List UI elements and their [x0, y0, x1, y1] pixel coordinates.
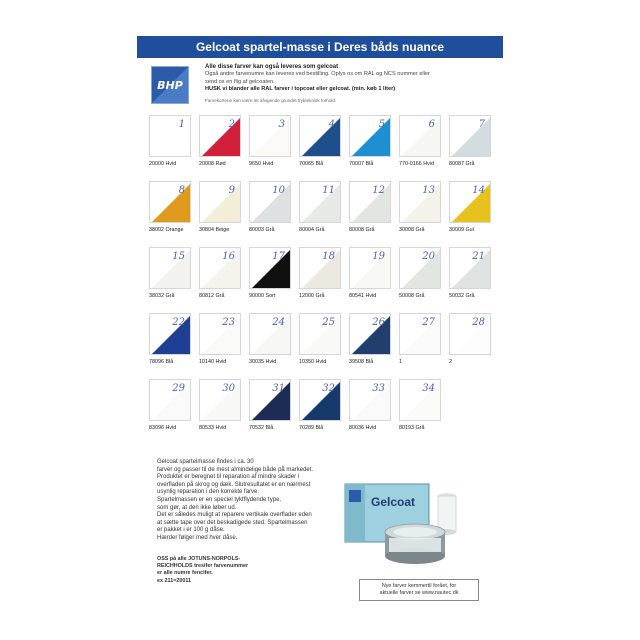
- swatch-code: 50008 Grå: [399, 293, 425, 299]
- swatch-code: 30008 Grå: [399, 227, 425, 233]
- swatch-number: 6: [428, 119, 435, 130]
- color-swatch: [149, 379, 191, 421]
- color-swatch: [399, 115, 441, 157]
- color-chart-sheet: [137, 36, 503, 626]
- swatch-code: 10140 Hvid: [199, 359, 227, 365]
- oss-line: OSS på alle JOTUNS-NORPOLS-: [157, 556, 241, 562]
- new-colors-line-2: aktuelle farver se www.nautec.dk: [379, 590, 459, 596]
- bhp-logo: [151, 66, 189, 104]
- product-photo: [343, 466, 473, 566]
- color-swatch: [449, 247, 491, 289]
- color-swatch: [299, 379, 341, 421]
- paragraph-line: overfladen på skrog og dæk. Slutresultatet er en nærmest: [157, 481, 311, 488]
- intro-note: Farvekortene kan være let afvigende grundet trykteknisk forhold.: [205, 97, 337, 103]
- swatch-code: 90000 Sort: [249, 293, 276, 299]
- swatch-code: 38002 Orange: [149, 227, 184, 233]
- color-swatch: [399, 247, 441, 289]
- color-swatch: [299, 115, 341, 157]
- intro-line-3: HUSK vi blander alle RAL farver i topcoat eller gelcoat. (min. køb 1 liter): [205, 86, 396, 93]
- swatch-code: 12000 Grå: [299, 293, 325, 299]
- paragraph-line: Spartelmassen er en speciel tyktflydende type,: [157, 496, 282, 503]
- swatch-code: 70532 Blå: [249, 425, 274, 431]
- color-swatch: [199, 247, 241, 289]
- swatch-number: 19: [372, 251, 385, 262]
- swatch-code: 80541 Hvid: [349, 293, 377, 299]
- swatch-number: 12: [372, 185, 385, 196]
- color-swatch: [449, 313, 491, 355]
- color-swatch: [199, 115, 241, 157]
- swatch-code: 30035 Hvid: [249, 359, 277, 365]
- color-swatch: [199, 181, 241, 223]
- color-swatch: [149, 247, 191, 289]
- swatch-number: 30: [222, 383, 235, 394]
- swatch-code: 770-0166 Hvid: [399, 161, 435, 167]
- swatch-number: 20: [422, 251, 435, 262]
- swatch-number: 27: [422, 317, 435, 328]
- swatch-number: 15: [172, 251, 185, 262]
- swatch-code: 30804 Beige: [199, 227, 230, 233]
- swatch-number: 32: [322, 383, 335, 394]
- oss-note: [157, 556, 277, 585]
- color-swatch: [249, 379, 291, 421]
- intro-headline: Alle disse farver kan også leveres som gelcoat: [205, 64, 339, 70]
- logo-text: BHP: [157, 79, 183, 92]
- swatch-number: 2: [228, 119, 235, 130]
- color-swatch: [349, 313, 391, 355]
- color-swatch: [149, 181, 191, 223]
- swatch-number: 13: [422, 185, 435, 196]
- swatch-code: 78096 Blå: [149, 359, 174, 365]
- banner-title: Gelcoat spartel-masse i Deres båds nuance: [137, 36, 503, 58]
- paragraph-line: Gelcoat spartelmasse findes i ca. 30: [157, 459, 254, 465]
- swatch-number: 1: [178, 119, 185, 130]
- description-paragraph: [157, 459, 353, 543]
- color-swatch: [249, 313, 291, 355]
- swatch-number: 7: [478, 119, 485, 130]
- swatch-code: 50032 Grå: [449, 293, 475, 299]
- color-swatch: [449, 181, 491, 223]
- swatch-code: 80533 Hvid: [199, 425, 227, 431]
- intro-line-2: send os en flig af gelcoaten.: [205, 78, 275, 85]
- swatch-code: 80812 Grå: [199, 293, 225, 299]
- oss-line: er alle numre fencifer.: [157, 570, 213, 577]
- product-label: Gelcoat: [371, 495, 416, 509]
- new-colors-box: [359, 579, 479, 601]
- color-swatch: [249, 247, 291, 289]
- swatch-code: 20008 Rød: [199, 161, 226, 167]
- swatch-number: 33: [372, 383, 385, 394]
- swatch-number: 3: [278, 119, 285, 130]
- swatch-code: 70065 Blå: [299, 161, 324, 167]
- swatch-number: 9: [228, 185, 235, 196]
- swatch-code: 10350 Hvid: [299, 359, 327, 365]
- color-swatch: [349, 181, 391, 223]
- swatch-number: 28: [472, 317, 485, 328]
- paragraph-line: Det er således muligt at reparere vertikale overflader eden: [157, 512, 312, 519]
- new-colors-line-1: Nye farver kemmertil forået, for: [381, 583, 457, 589]
- paragraph-line: som gør, at den ikke løber ud.: [157, 504, 237, 511]
- swatch-number: 18: [322, 251, 335, 262]
- swatch-code: 9650 Hvid: [249, 161, 274, 167]
- swatch-code: 30009 Gul: [449, 227, 474, 233]
- swatch-number: 5: [378, 119, 385, 130]
- intro-line-1: Også andre farvenumre kan leveres ved bestilling. Oplys os om RAL og NCS nummer eller: [205, 71, 430, 78]
- swatch-number: 29: [172, 383, 185, 394]
- swatch-number: 34: [422, 383, 435, 394]
- color-swatch: [449, 115, 491, 157]
- color-swatch: [349, 379, 391, 421]
- swatch-number: 25: [322, 317, 335, 328]
- swatch-number: 16: [222, 251, 235, 262]
- paragraph-line: farver og passer til de mest almindelige både på markedet.: [157, 466, 314, 473]
- swatch-code: 80087 Grå: [449, 161, 475, 167]
- color-swatch: [199, 313, 241, 355]
- swatch-code: 80036 Hvid: [349, 425, 377, 431]
- swatch-code: 80193 Grå: [399, 425, 425, 431]
- color-swatch: [349, 115, 391, 157]
- color-swatch: [399, 313, 441, 355]
- swatch-number: 23: [222, 317, 235, 328]
- swatch-code: 38032 Grå: [149, 293, 175, 299]
- swatch-number: 31: [272, 383, 285, 394]
- swatch-code: 70007 Blå: [349, 161, 374, 167]
- color-swatch: [299, 247, 341, 289]
- color-swatch: [299, 313, 341, 355]
- oss-line: REICHHOLDS tresifer farvenummer: [157, 563, 249, 570]
- swatch-number: 14: [472, 185, 485, 196]
- swatch-number: 17: [272, 251, 285, 262]
- paragraph-line: Produktet er beregnet til reparation af mindre skader i: [157, 474, 300, 481]
- color-swatch: [149, 313, 191, 355]
- swatch-code: 80008 Grå: [349, 227, 375, 233]
- swatch-number: 8: [178, 185, 185, 196]
- color-swatch: [399, 379, 441, 421]
- swatch-code: 20000 Hvid: [149, 161, 177, 167]
- swatch-code: 80004 Grå: [299, 227, 325, 233]
- color-swatch: [149, 115, 191, 157]
- color-swatch: [299, 181, 341, 223]
- swatch-code: 83096 Hvid: [149, 425, 177, 431]
- paragraph-line: er pakket i er 100 g dåse.: [157, 527, 225, 534]
- swatch-number: 26: [372, 317, 385, 328]
- oss-line: ex 211=20011: [157, 577, 192, 584]
- color-swatch: [199, 379, 241, 421]
- swatch-code: 39508 Blå: [349, 359, 374, 365]
- paragraph-line: Hærder følger med hver dåse.: [157, 534, 238, 541]
- swatch-number: 21: [472, 251, 485, 262]
- color-swatch: [249, 115, 291, 157]
- paragraph-line: at sætte tape over det beskadigede sted. Spartelmassen: [157, 519, 308, 526]
- color-swatch: [349, 247, 391, 289]
- swatch-number: 4: [328, 119, 335, 130]
- intro-text: [205, 64, 495, 104]
- color-swatch: [399, 181, 441, 223]
- color-swatch: [249, 181, 291, 223]
- swatch-number: 24: [272, 317, 285, 328]
- paragraph-line: usynlig reparation i den korrekte farve.: [157, 489, 260, 496]
- swatch-code: 70289 Blå: [299, 425, 324, 431]
- swatch-number: 22: [172, 317, 185, 328]
- swatch-code: 80003 Grå: [249, 227, 275, 233]
- swatch-number: 10: [272, 185, 285, 196]
- swatch-number: 11: [322, 185, 335, 196]
- swatch-code: 2: [449, 359, 452, 365]
- swatch-code: 1: [399, 359, 402, 365]
